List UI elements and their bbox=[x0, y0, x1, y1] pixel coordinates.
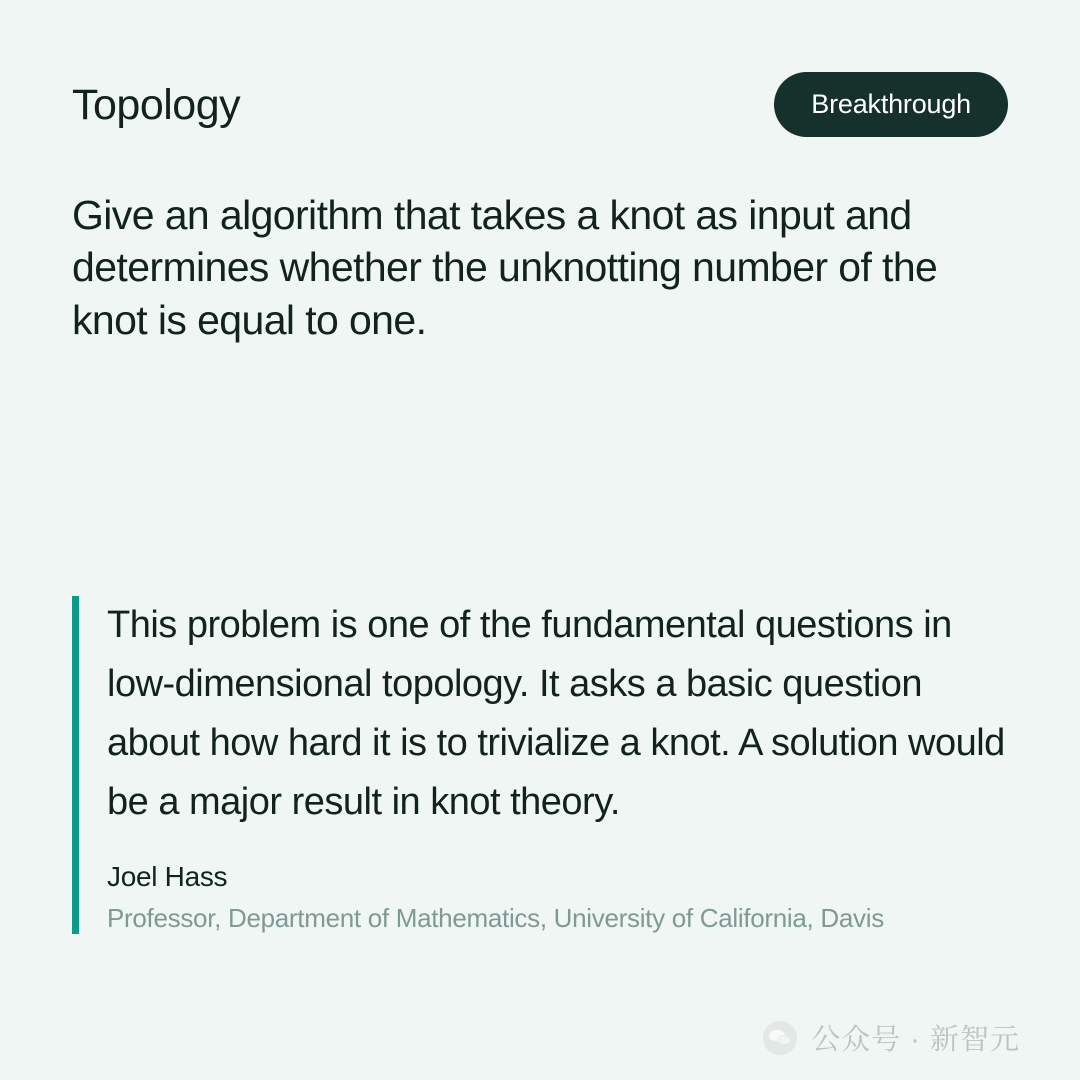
problem-statement: Give an algorithm that takes a knot as input and determines whether the unknotting number of the knot is equal to one. bbox=[72, 192, 938, 343]
page-title: Topology bbox=[72, 81, 241, 129]
expert-quote-block bbox=[72, 596, 1016, 934]
status-badge: Breakthrough bbox=[774, 72, 1008, 137]
card-header bbox=[72, 72, 1008, 137]
quote-text: This problem is one of the fundamental questions in low-dimensional topology. It asks a basic question about how hard it is to trivialize a knot. A solution would be a major result in knot theory. bbox=[107, 604, 1005, 823]
watermark-label: 公众号 · 新智元 bbox=[811, 1024, 1020, 1056]
watermark bbox=[763, 1017, 1020, 1058]
quote-author: Joel Hass bbox=[107, 860, 228, 892]
quote-author-role: Professor, Department of Mathematics, University of California, Davis bbox=[107, 903, 884, 934]
wechat-icon bbox=[763, 1021, 797, 1055]
